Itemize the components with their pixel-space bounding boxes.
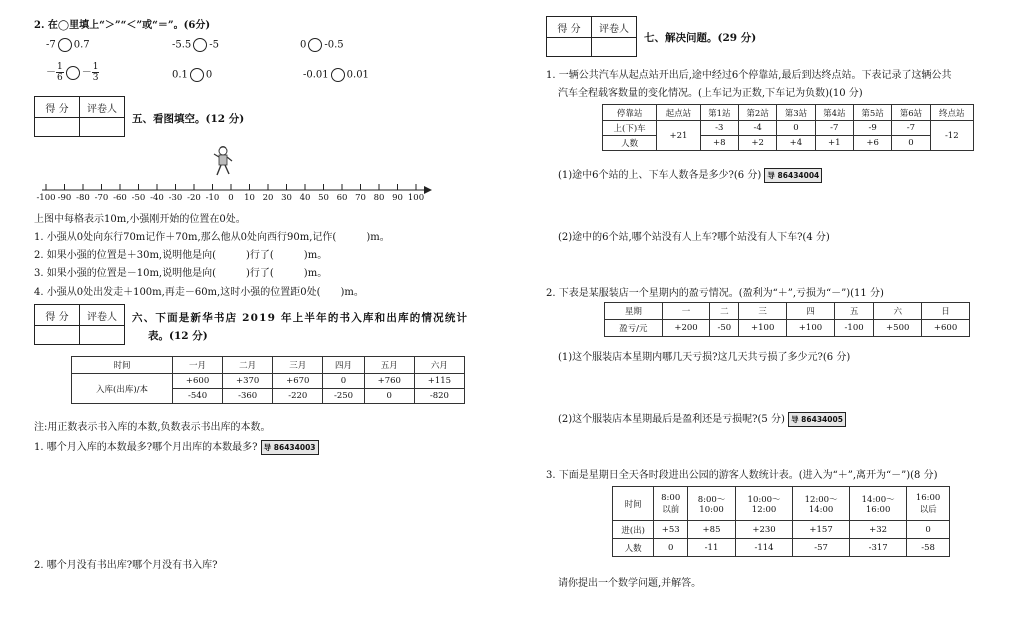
table-cell: -114 <box>736 539 793 557</box>
table-cell: +600 <box>922 320 970 337</box>
park-visitor-table <box>612 486 950 557</box>
boy-figure-icon <box>212 146 234 178</box>
score-label: 得 分 <box>35 305 80 326</box>
grader-cell[interactable] <box>80 326 125 345</box>
table-cell: -7 <box>815 121 853 136</box>
compare-right: 0.7 <box>73 39 90 51</box>
table-cell: +760 <box>364 374 414 389</box>
guide-code-badge[interactable]: 导 86434003 <box>261 440 319 455</box>
compare-right: -5 <box>209 39 220 51</box>
table-cell: +8 <box>700 136 738 151</box>
table-cell: +370 <box>223 374 273 389</box>
table-header: 第2站 <box>738 105 776 121</box>
table-header: 16:00 以后 <box>907 487 950 521</box>
table-cell: 0 <box>364 389 414 404</box>
grader-label: 评卷人 <box>80 97 125 118</box>
score-cell[interactable] <box>35 326 80 345</box>
table-cell: +157 <box>793 521 850 539</box>
guide-code-badge[interactable]: 导 86434005 <box>788 412 846 427</box>
sec5-q1: 1. 小强从0处向东行70m记作＋70m,那么他从0处向西行90m,记作( )m。 <box>34 232 390 243</box>
question-text: (2)这个服装店本星期最后是盈利还是亏损呢?(5 分) <box>558 414 785 425</box>
sec5-q4: 4. 小强从0处出发走＋100m,再走－60m,这时小强的位置距0处( )m。 <box>34 287 364 298</box>
guide-code-badge[interactable]: 导 86434004 <box>764 168 822 183</box>
fraction: $\frac{1}{3}$ <box>92 62 99 83</box>
table-header: 8:00～ 10:00 <box>688 487 736 521</box>
table-cell: -58 <box>907 539 950 557</box>
score-label: 得 分 <box>547 17 592 38</box>
number-line-tick-label: 80 <box>373 193 385 203</box>
number-line-tick-label: -20 <box>187 193 201 203</box>
sec6-q2: 2. 哪个月没有书出库?哪个月没有书入库? <box>34 560 218 571</box>
table-header: 三月 <box>273 357 323 374</box>
table-header: 起点站 <box>657 105 700 121</box>
score-cell[interactable] <box>547 38 592 57</box>
table-cell: -100 <box>834 320 873 337</box>
table-header: 10:00～ 12:00 <box>736 487 793 521</box>
number-line-tick-label: -80 <box>76 193 90 203</box>
table-cell: 0 <box>654 539 688 557</box>
number-line-tick-label: 0 <box>228 193 234 203</box>
row-label: 上(下)车 <box>603 121 657 136</box>
compare-row2-b: 0.1 0 <box>172 69 213 81</box>
question-text: (1)途中6个站的上、下车人数各是多少?(6 分) <box>558 170 762 181</box>
table-header: 第6站 <box>892 105 930 121</box>
table-header: 四 <box>787 303 835 320</box>
compare-right: -0.5 <box>324 39 344 51</box>
answer-circle[interactable] <box>308 38 322 52</box>
number-line-tick-label: 40 <box>299 193 311 203</box>
table-cell: 0 <box>777 121 815 136</box>
row-label: 入库(出库)/本 <box>72 374 173 404</box>
table-cell: +4 <box>777 136 815 151</box>
section7-title: 七、解决问题。(29 分) <box>644 32 757 44</box>
compare-left: -5.5 <box>172 39 192 51</box>
section6-title-cont: 表。(12 分) <box>148 330 208 342</box>
compare-row1-a <box>46 38 90 52</box>
answer-circle[interactable] <box>331 68 345 82</box>
compare-row1-c <box>300 38 344 52</box>
table-header: 14:00～ 16:00 <box>850 487 907 521</box>
score-box <box>546 16 637 57</box>
table-header: 三 <box>739 303 787 320</box>
table-header: 停靠站 <box>603 105 657 121</box>
answer-circle[interactable] <box>193 38 207 52</box>
sec6-note: 注:用正数表示书入库的本数,负数表示书出库的本数。 <box>34 422 271 433</box>
table-header: 第4站 <box>815 105 853 121</box>
number-line-tick-label: 70 <box>355 193 366 203</box>
table-cell: +600 <box>173 374 223 389</box>
sec6-q1 <box>34 438 319 455</box>
number-line-tick-label: -70 <box>94 193 109 203</box>
number-line-tick-label: 60 <box>336 193 348 203</box>
table-cell: +230 <box>736 521 793 539</box>
table-cell: -317 <box>850 539 907 557</box>
table-header: 六月 <box>414 357 464 374</box>
number-line-tick-label: 30 <box>281 193 292 203</box>
score-box <box>34 96 125 137</box>
row-label: 人数 <box>613 539 654 557</box>
table-cell: +500 <box>874 320 922 337</box>
number-line-tick-label: 10 <box>244 193 255 203</box>
table-header: 终点站 <box>930 105 973 121</box>
answer-circle[interactable] <box>190 68 204 82</box>
score-label: 得 分 <box>35 97 80 118</box>
table-header: 二月 <box>223 357 273 374</box>
table-header: 二 <box>710 303 739 320</box>
answer-circle[interactable] <box>58 38 72 52</box>
answer-circle[interactable] <box>66 66 80 80</box>
grader-label: 评卷人 <box>592 17 637 38</box>
table-cell: +6 <box>853 136 891 151</box>
table-cell: -7 <box>892 121 930 136</box>
table-cell: 0 <box>892 136 930 151</box>
number-line-tick-label: 90 <box>392 193 403 203</box>
table-cell: -220 <box>273 389 323 404</box>
p1-sub2: (2)途中的6个站,哪个站没有人上车?哪个站没有人下车?(4 分) <box>558 232 830 243</box>
table-cell: +1 <box>815 136 853 151</box>
table-header: 第1站 <box>700 105 738 121</box>
table-header: 第5站 <box>853 105 891 121</box>
number-line-tick-label: -50 <box>131 193 146 203</box>
grader-label: 评卷人 <box>80 305 125 326</box>
number-line-tick-label: -100 <box>36 193 56 203</box>
p3-ask: 请你提出一个数学问题,并解答。 <box>558 578 702 589</box>
compare-row2-a <box>46 62 99 83</box>
compare-row1-b <box>172 38 219 52</box>
table-cell: -57 <box>793 539 850 557</box>
table-header: 时间 <box>613 487 654 521</box>
number-line-tick-label: -30 <box>168 193 183 203</box>
row-label: 进(出) <box>613 521 654 539</box>
table-cell: 0 <box>907 521 950 539</box>
compare-left: -7 <box>46 39 56 51</box>
table-cell: +100 <box>787 320 835 337</box>
number-line-tick-label: -60 <box>113 193 127 203</box>
minus-sign: － <box>81 67 92 78</box>
minus-sign: － <box>46 67 56 78</box>
p2-line1: 2. 下表是某服装店一个星期内的盈亏情况。(盈利为“＋”,亏损为“－”)(11 分) <box>546 288 884 299</box>
table-cell: +2 <box>738 136 776 151</box>
table-header: 时间 <box>72 357 173 374</box>
table-header: 12:00～ 14:00 <box>793 487 850 521</box>
section6-title: 六、下面是新华书店 2019 年上半年的书入库和出库的情况统计 <box>132 312 469 324</box>
table-header: 一月 <box>173 357 223 374</box>
number-line-tick-label: 100 <box>407 193 425 203</box>
table-cell: -11 <box>688 539 736 557</box>
p2-sub1: (1)这个服装店本星期内哪几天亏损?这几天共亏损了多少元?(6 分) <box>558 352 851 363</box>
table-cell: -250 <box>323 389 364 404</box>
table-cell: -3 <box>700 121 738 136</box>
score-box <box>34 304 125 345</box>
row-label: 盈亏/元 <box>605 320 663 337</box>
table-header: 日 <box>922 303 970 320</box>
table-cell: -9 <box>853 121 891 136</box>
question-text: 1. 哪个月入库的本数最多?哪个月出库的本数最多? <box>34 442 258 453</box>
number-line-tick-label: 20 <box>262 193 274 203</box>
q2-title: 2. 在◯里填上“＞”“＜”或“＝”。(6分) <box>34 20 211 31</box>
section5-title: 五、看图填空。(12 分) <box>132 113 245 125</box>
table-cell: -360 <box>223 389 273 404</box>
table-header: 五月 <box>364 357 414 374</box>
p1-line2: 汽车全程载客数量的变化情况。(上车记为正数,下车记为负数)(10 分) <box>558 88 863 99</box>
grader-cell[interactable] <box>80 118 125 137</box>
compare-left: 0 <box>300 39 307 51</box>
fraction: $\frac{1}{6}$ <box>57 62 63 83</box>
table-cell: +21 <box>657 121 700 151</box>
score-cell[interactable] <box>35 118 80 137</box>
row-label: 人数 <box>603 136 657 151</box>
sec5-q2: 2. 如果小强的位置是＋30m,说明他是向( )行了( )m。 <box>34 250 328 261</box>
table-header: 第3站 <box>777 105 815 121</box>
table-cell: -50 <box>710 320 739 337</box>
table-header: 星期 <box>605 303 663 320</box>
table-cell: +85 <box>688 521 736 539</box>
shop-profit-table <box>604 302 970 337</box>
sec5-note: 上图中每格表示10m,小强刚开始的位置在0处。 <box>34 214 246 225</box>
table-cell: +53 <box>654 521 688 539</box>
table-cell: +32 <box>850 521 907 539</box>
grader-cell[interactable] <box>592 38 637 57</box>
number-line-tick-label: -10 <box>205 193 220 203</box>
table-cell: -4 <box>738 121 776 136</box>
p3-line1: 3. 下面是星期日全天各时段进出公园的游客人数统计表。(进入为“＋”,离开为“－”)(8 分) <box>546 470 938 481</box>
table-cell: +100 <box>739 320 787 337</box>
table-cell: 0 <box>323 374 364 389</box>
compare-row2-c: -0.01 0.01 <box>303 69 369 81</box>
table-header: 六 <box>874 303 922 320</box>
table-header: 8:00 以前 <box>654 487 688 521</box>
table-header: 四月 <box>323 357 364 374</box>
sec5-q3: 3. 如果小强的位置是－10m,说明他是向( )行了( )m。 <box>34 268 328 279</box>
number-line-tick-label: 50 <box>318 193 329 203</box>
bus-passenger-table <box>602 104 974 151</box>
book-stock-table <box>71 356 465 404</box>
table-cell: +200 <box>662 320 710 337</box>
number-line-tick-label: -40 <box>150 193 164 203</box>
table-header: 五 <box>834 303 873 320</box>
table-header: 一 <box>662 303 710 320</box>
table-cell: -820 <box>414 389 464 404</box>
p1-sub1 <box>558 166 822 183</box>
table-cell: +670 <box>273 374 323 389</box>
p1-line1: 1. 一辆公共汽车从起点站开出后,途中经过6个停靠站,最后到达终点站。下表记录了这辆公共 <box>546 70 952 81</box>
table-cell: +115 <box>414 374 464 389</box>
p2-sub2 <box>558 410 846 427</box>
table-cell: -540 <box>173 389 223 404</box>
number-line-tick-label: -90 <box>57 193 72 203</box>
table-cell: -12 <box>930 121 973 151</box>
